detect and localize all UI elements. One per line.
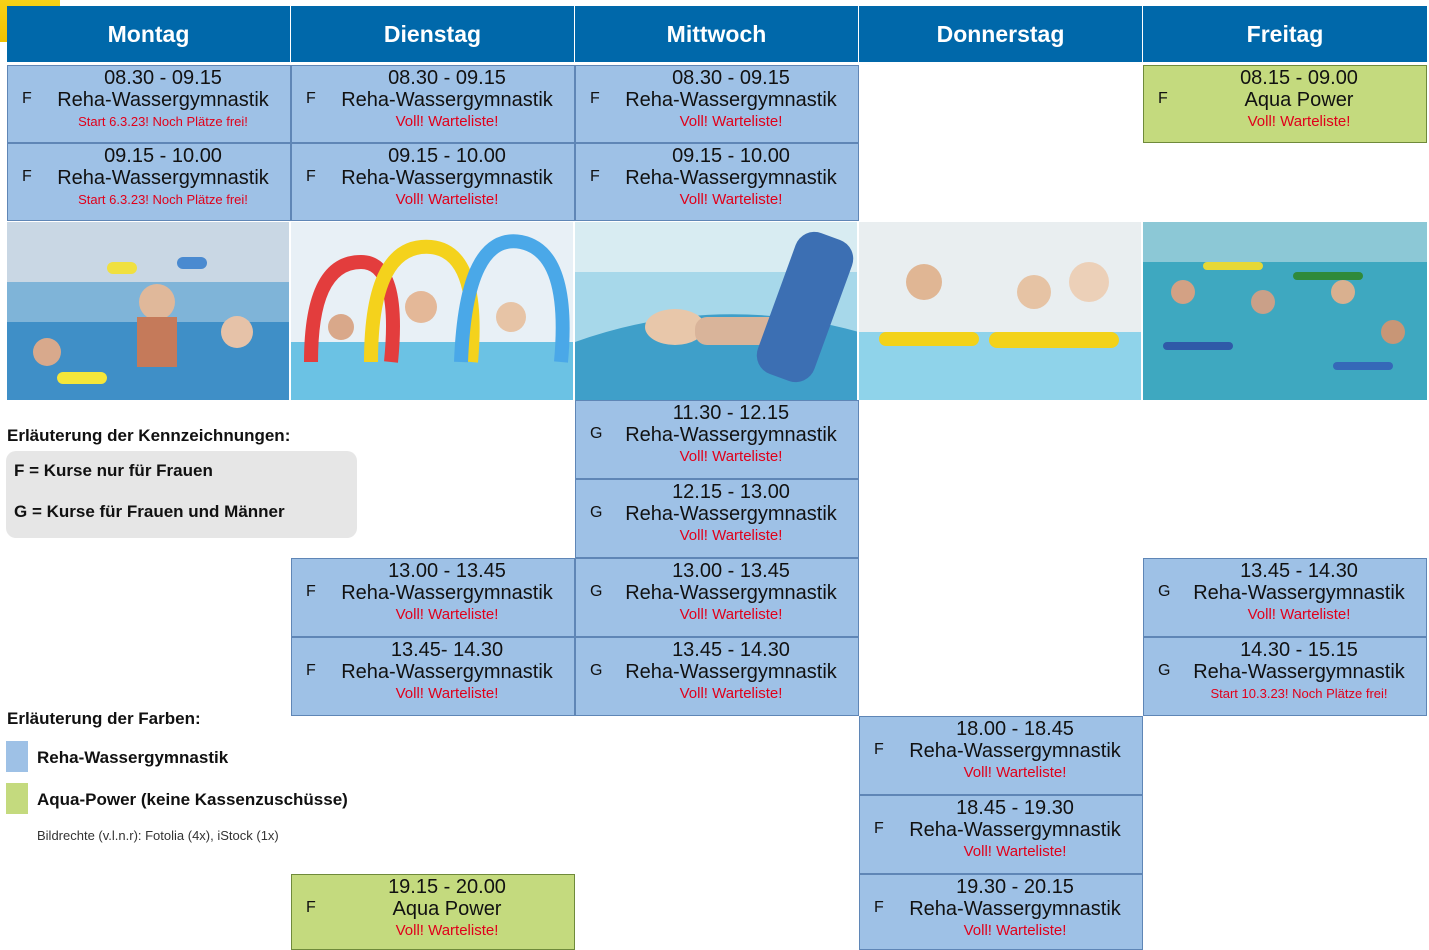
slot-do-1: [859, 716, 1143, 795]
header-donnerstag: Donnerstag: [859, 6, 1143, 62]
slot-course: Reha-Wassergymnastik: [57, 167, 269, 189]
slot-time: 08.30 - 09.15: [104, 67, 222, 89]
slot-status: Voll! Warteliste!: [1247, 606, 1351, 623]
slot-di-1: [291, 65, 575, 143]
slot-mark: G: [590, 425, 603, 442]
slot-time: 13.00 - 13.45: [388, 560, 506, 582]
photo-aqua-dumbbells: [7, 222, 291, 400]
slot-mark: F: [874, 899, 884, 916]
slot-time: 14.30 - 15.15: [1240, 639, 1358, 661]
slot-status: Start 6.3.23! Noch Plätze frei!: [78, 114, 248, 129]
slot-time: 18.45 - 19.30: [956, 797, 1074, 819]
slot-status: Voll! Warteliste!: [679, 606, 783, 623]
slot-course: Reha-Wassergymnastik: [625, 582, 837, 604]
slot-mark: G: [1158, 583, 1171, 600]
aqua-swatch: [6, 783, 28, 814]
slot-time: 08.30 - 09.15: [388, 67, 506, 89]
slot-course: Aqua Power: [392, 898, 502, 920]
slot-mark: F: [590, 168, 600, 185]
slot-time: 13.45- 14.30: [390, 639, 504, 661]
legend-marks-title: Erläuterung der Kennzeichnungen:: [7, 426, 291, 445]
slot-time: 08.30 - 09.15: [672, 67, 790, 89]
slot-mi-4: [575, 479, 859, 558]
slot-fr-3: [1143, 637, 1427, 716]
slot-status: Voll! Warteliste!: [395, 191, 499, 208]
slot-course: Aqua Power: [1244, 89, 1354, 111]
slot-mark: F: [874, 820, 884, 837]
slot-course: Reha-Wassergymnastik: [1193, 661, 1405, 683]
header-freitag: Freitag: [1143, 6, 1427, 62]
slot-course: Reha-Wassergymnastik: [341, 167, 553, 189]
slot-status: Voll! Warteliste!: [679, 191, 783, 208]
slot-mark: G: [590, 583, 603, 600]
legend-f-line: F = Kurse nur für Frauen: [14, 461, 213, 480]
photo-floating-woman: [575, 222, 859, 400]
slot-mark: G: [590, 504, 603, 521]
slot-di-3: [291, 558, 575, 637]
slot-course: Reha-Wassergymnastik: [1193, 582, 1405, 604]
slot-status: Voll! Warteliste!: [963, 922, 1067, 939]
slot-course: Reha-Wassergymnastik: [909, 819, 1121, 841]
slot-mark: F: [874, 741, 884, 758]
slot-time: 11.30 - 12.15: [672, 402, 790, 424]
slot-time: 13.00 - 13.45: [672, 560, 790, 582]
slot-fr-2: [1143, 558, 1427, 637]
legend-colors-title: Erläuterung der Farben:: [7, 709, 201, 728]
slot-fr-1: [1143, 65, 1427, 143]
slot-course: Reha-Wassergymnastik: [625, 424, 837, 446]
slot-mark: F: [306, 90, 316, 107]
slot-time: 09.15 - 10.00: [672, 145, 790, 167]
slot-mark: F: [306, 583, 316, 600]
slot-mo-1: [7, 65, 291, 143]
slot-course: Reha-Wassergymnastik: [909, 898, 1121, 920]
legend-marks-box: [6, 451, 357, 538]
slot-course: Reha-Wassergymnastik: [341, 582, 553, 604]
slot-do-2: [859, 795, 1143, 874]
slot-status: Voll! Warteliste!: [395, 113, 499, 130]
slot-mark: F: [306, 899, 316, 916]
slot-course: Reha-Wassergymnastik: [341, 661, 553, 683]
slot-mi-2: [575, 143, 859, 221]
slot-time: 19.30 - 20.15: [956, 876, 1074, 898]
slot-course: Reha-Wassergymnastik: [341, 89, 553, 111]
slot-mark: F: [22, 168, 32, 185]
slot-di-2: [291, 143, 575, 221]
slot-mark: G: [1158, 662, 1171, 679]
slot-mark: F: [306, 662, 316, 679]
slot-mi-5: [575, 558, 859, 637]
slot-status: Start 6.3.23! Noch Plätze frei!: [78, 192, 248, 207]
reha-swatch: [6, 741, 28, 772]
slot-mark: F: [306, 168, 316, 185]
photo-yellow-floats: [859, 222, 1143, 400]
slot-status: Voll! Warteliste!: [395, 685, 499, 702]
slot-course: Reha-Wassergymnastik: [909, 740, 1121, 762]
slot-time: 13.45 - 14.30: [672, 639, 790, 661]
slot-time: 13.45 - 14.30: [1240, 560, 1358, 582]
aqua-color-label: Aqua-Power (keine Kassenzuschüsse): [37, 790, 348, 809]
slot-status: Voll! Warteliste!: [1247, 113, 1351, 130]
slot-status: Voll! Warteliste!: [679, 527, 783, 544]
slot-status: Voll! Warteliste!: [963, 843, 1067, 860]
slot-di-5: [291, 874, 575, 950]
slot-status: Voll! Warteliste!: [679, 113, 783, 130]
slot-course: Reha-Wassergymnastik: [57, 89, 269, 111]
slot-status: Voll! Warteliste!: [963, 764, 1067, 781]
slot-mark: F: [590, 90, 600, 107]
slot-course: Reha-Wassergymnastik: [625, 167, 837, 189]
header-montag: Montag: [7, 6, 291, 62]
slot-time: 19.15 - 20.00: [388, 876, 506, 898]
legend-g-line: G = Kurse für Frauen und Männer: [14, 502, 285, 521]
slot-mi-1: [575, 65, 859, 143]
slot-time: 08.15 - 09.00: [1240, 67, 1358, 89]
slot-course: Reha-Wassergymnastik: [625, 661, 837, 683]
slot-time: 09.15 - 10.00: [388, 145, 506, 167]
slot-status: Start 10.3.23! Noch Plätze frei!: [1210, 686, 1388, 701]
header-dienstag: Dienstag: [291, 6, 575, 62]
slot-mi-3: [575, 400, 859, 479]
slot-course: Reha-Wassergymnastik: [625, 503, 837, 525]
slot-status: Voll! Warteliste!: [679, 448, 783, 465]
slot-course: Reha-Wassergymnastik: [625, 89, 837, 111]
slot-time: 09.15 - 10.00: [104, 145, 222, 167]
slot-status: Voll! Warteliste!: [395, 606, 499, 623]
photo-pool-noodles: [291, 222, 575, 400]
photo-group-aqua: [1143, 222, 1427, 400]
image-credits: Bildrechte (v.l.n.r): Fotolia (4x), iStock (1x): [37, 828, 279, 843]
slot-status: Voll! Warteliste!: [679, 685, 783, 702]
slot-mo-2: [7, 143, 291, 221]
slot-mark: F: [1158, 90, 1168, 107]
reha-color-label: Reha-Wassergymnastik: [37, 748, 229, 767]
slot-mark: G: [590, 662, 603, 679]
slot-di-4: [291, 637, 575, 716]
slot-do-3: [859, 874, 1143, 950]
slot-time: 12.15 - 13.00: [672, 481, 790, 503]
slot-status: Voll! Warteliste!: [395, 922, 499, 939]
slot-mi-6: [575, 637, 859, 716]
header-mittwoch: Mittwoch: [575, 6, 859, 62]
slot-mark: F: [22, 90, 32, 107]
slot-time: 18.00 - 18.45: [956, 718, 1074, 740]
